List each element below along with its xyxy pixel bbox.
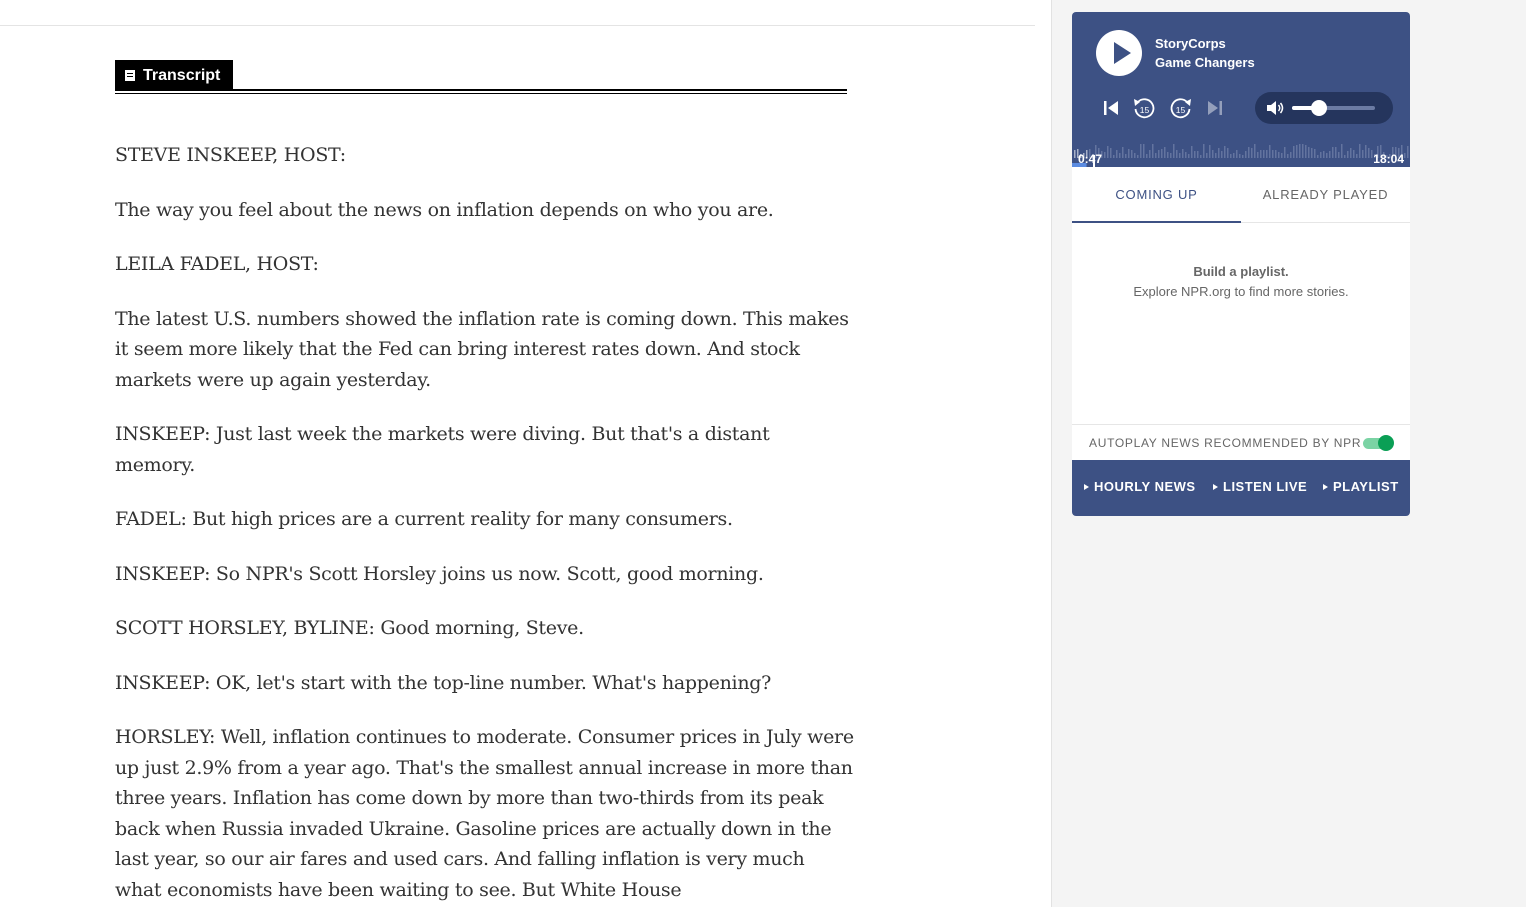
transcript-paragraph: SCOTT HORSLEY, BYLINE: Good morning, Steve. (115, 617, 584, 639)
waveform-bar (1221, 151, 1223, 158)
waveform-bar (1299, 144, 1301, 158)
playlist-empty-subtitle: Explore NPR.org to find more stories. (1133, 284, 1349, 299)
forward-15-button[interactable] (1168, 96, 1194, 120)
player-header (1072, 12, 1410, 167)
waveform-bar (1278, 152, 1280, 158)
waveform-bar (1338, 152, 1340, 158)
waveform-bar (1134, 153, 1136, 158)
transcript-body (115, 140, 855, 907)
waveform-bar (1107, 146, 1109, 158)
skip-previous-icon (1098, 96, 1124, 120)
svg-text:15: 15 (1139, 105, 1150, 115)
waveform-bar (1257, 152, 1259, 158)
waveform-bar (1407, 146, 1409, 158)
waveform-bar (1143, 144, 1145, 158)
waveform-bar (1239, 154, 1241, 158)
waveform-bar (1287, 154, 1289, 158)
total-time: 18:04 (1373, 152, 1404, 166)
waveform-bar (1317, 155, 1319, 158)
waveform-bar (1125, 154, 1127, 158)
waveform-bar (1194, 151, 1196, 158)
svg-text:15: 15 (1175, 105, 1186, 115)
waveform-bar (1305, 145, 1307, 158)
waveform-bar (1233, 153, 1235, 158)
waveform-bar (1104, 152, 1106, 158)
waveform-bar (1266, 150, 1268, 158)
transcript-paragraph: INSKEEP: Just last week the markets were diving. But that's a distant memory. (115, 423, 770, 476)
playlist-empty-title: Build a playlist. (1193, 264, 1289, 279)
waveform-bar (1152, 144, 1154, 158)
waveform-bar (1404, 153, 1406, 158)
waveform-bar (1185, 152, 1187, 158)
waveform-bar (1281, 153, 1283, 158)
transcript-paragraph: FADEL: But high prices are a current reality for many consumers. (115, 508, 733, 530)
waveform-bar (1149, 150, 1151, 158)
hourly-news-label: HOURLY NEWS (1094, 479, 1196, 494)
player-footer (1072, 460, 1410, 516)
transcript-header (115, 60, 847, 94)
waveform-bar (1284, 147, 1286, 158)
waveform-bar (1170, 153, 1172, 158)
transcript-rule (115, 89, 847, 91)
transcript-tab (115, 60, 233, 91)
waveform-bar (1224, 146, 1226, 158)
waveform-bar (1293, 146, 1295, 158)
waveform-bar (1272, 150, 1274, 158)
transcript-paragraph: INSKEEP: So NPR's Scott Horsley joins us now. Scott, good morning. (115, 562, 764, 585)
waveform-bar (1116, 150, 1118, 158)
waveform-bar (1212, 150, 1214, 158)
transcript-paragraph: STEVE INSKEEP, HOST: (115, 144, 346, 166)
waveform-bar (1308, 147, 1310, 158)
tab-coming-up[interactable]: COMING UP (1072, 167, 1241, 223)
waveform-bar (1074, 150, 1076, 158)
header-divider (0, 25, 1035, 26)
waveform-bar (1320, 152, 1322, 158)
current-time: 0:47 (1078, 152, 1103, 166)
waveform-bar (1158, 150, 1160, 158)
playlist-empty-state (1072, 224, 1410, 424)
hourly-news-link[interactable] (1084, 479, 1196, 494)
waveform-bar (1326, 153, 1328, 158)
waveform-bar (1260, 150, 1262, 158)
autoplay-toggle[interactable] (1363, 438, 1393, 449)
transcript-paragraph: HORSLEY: Well, inflation continues to moderate. Consumer prices in July were up just 2.9% from a year ago. That's the smallest annual increase in more than three years. Inflation has come down by more than two-thirds from its peak back when Russia invaded Ukraine. Gasoline prices are actually down in the last year, so our air fares and used cars. And falling inflation is very much what economists have been waiting to see. But White House (115, 726, 854, 901)
waveform-bar (1131, 150, 1133, 158)
skip-next-icon (1202, 96, 1228, 120)
waveform-bar (1155, 153, 1157, 158)
forward-15-icon (1168, 96, 1194, 120)
audio-scrubber[interactable] (1072, 136, 1410, 167)
waveform-bar (1128, 149, 1130, 158)
waveform-bar (1365, 145, 1367, 158)
waveform-bar (1236, 150, 1238, 158)
waveform-bar (1341, 144, 1343, 158)
waveform-bar (1164, 147, 1166, 158)
waveform-bar (1146, 154, 1148, 158)
waveform-bar (1245, 151, 1247, 158)
waveform-bar (1110, 148, 1112, 158)
volume-slider[interactable] (1292, 106, 1375, 110)
transcript-tab-label: Transcript (143, 66, 221, 84)
transcript-icon (125, 70, 135, 81)
rewind-15-button[interactable] (1131, 96, 1157, 120)
waveform-bar (1329, 151, 1331, 158)
autoplay-toggle-knob (1378, 435, 1394, 451)
waveform-bar (1347, 151, 1349, 158)
waveform-bar (1254, 144, 1256, 158)
autoplay-label: AUTOPLAY NEWS RECOMMENDED BY NPR (1089, 436, 1362, 450)
waveform-bar (1209, 145, 1211, 158)
waveform-bar (1119, 153, 1121, 158)
audio-player (1072, 12, 1410, 516)
waveform-bar (1332, 147, 1334, 158)
waveform-bar (1206, 153, 1208, 158)
playlist-link[interactable] (1323, 479, 1399, 494)
listen-live-label: LISTEN LIVE (1223, 479, 1308, 494)
waveform-bar (1200, 155, 1202, 158)
rewind-15-icon (1131, 96, 1157, 120)
transcript-paragraph: LEILA FADEL, HOST: (115, 253, 319, 275)
waveform-bar (1263, 150, 1265, 158)
waveform-bar (1137, 155, 1139, 158)
caret-right-icon (1323, 484, 1328, 490)
waveform-bar (1230, 154, 1232, 158)
transcript-rule-thin (115, 93, 847, 94)
listen-live-link[interactable] (1213, 479, 1307, 494)
waveform-bar (1203, 144, 1205, 158)
waveform-bar (1302, 144, 1304, 158)
next-button[interactable] (1202, 96, 1228, 120)
waveform-bar (1371, 150, 1373, 158)
waveform-bar (1113, 155, 1115, 158)
waveform-bar (1353, 150, 1355, 158)
waveform-bar (1356, 154, 1358, 158)
waveform-bar (1368, 148, 1370, 158)
waveform-bar (1296, 145, 1298, 158)
show-name[interactable]: StoryCorps (1155, 36, 1226, 51)
waveform-bar (1248, 147, 1250, 158)
waveform-bar (1362, 150, 1364, 158)
waveform-bar (1251, 148, 1253, 158)
waveform-bar (1359, 144, 1361, 158)
waveform-bar (1269, 145, 1271, 158)
waveform-bar (1179, 153, 1181, 158)
autoplay-row (1072, 424, 1410, 460)
waveform-bar (1350, 148, 1352, 158)
volume-thumb[interactable] (1311, 100, 1327, 116)
caret-right-icon (1084, 484, 1089, 490)
episode-name[interactable]: Game Changers (1155, 55, 1255, 70)
waveform-bar (1182, 149, 1184, 158)
waveform-bar (1227, 148, 1229, 158)
caret-right-icon (1213, 484, 1218, 490)
waveform-bar (1290, 152, 1292, 158)
waveform-bar (1314, 149, 1316, 158)
waveform-bar (1242, 155, 1244, 158)
volume-control (1255, 92, 1393, 124)
waveform-bar (1191, 146, 1193, 158)
waveform-bar (1167, 152, 1169, 158)
waveform-bar (1218, 148, 1220, 158)
waveform-bar (1323, 151, 1325, 158)
waveform-bar (1122, 147, 1124, 158)
waveform-bar (1215, 153, 1217, 158)
waveform-bar (1188, 154, 1190, 158)
waveform-bar (1176, 150, 1178, 158)
transcript-paragraph: The way you feel about the news on inflation depends on who you are. (115, 198, 774, 221)
play-button[interactable] (1096, 30, 1142, 76)
playlist-label: PLAYLIST (1333, 479, 1399, 494)
waveform-bar (1335, 147, 1337, 158)
transcript-paragraph: INSKEEP: OK, let's start with the top-line number. What's happening? (115, 671, 772, 694)
waveform-bar (1311, 148, 1313, 158)
waveform-bar (1161, 149, 1163, 158)
playlist-tabs (1072, 167, 1410, 223)
transcript-paragraph: The latest U.S. numbers showed the inflation rate is coming down. This makes it seem more likely that the Fed can bring interest rates down. And stock markets were up again yesterday. (115, 307, 849, 391)
volume-icon[interactable] (1264, 98, 1286, 118)
tab-already-played[interactable]: ALREADY PLAYED (1262, 187, 1389, 202)
waveform-bar (1275, 150, 1277, 158)
waveform-bar (1140, 144, 1142, 158)
previous-button[interactable] (1098, 96, 1124, 120)
waveform-bar (1344, 155, 1346, 158)
waveform-bar (1173, 144, 1175, 158)
waveform-bar (1197, 151, 1199, 158)
